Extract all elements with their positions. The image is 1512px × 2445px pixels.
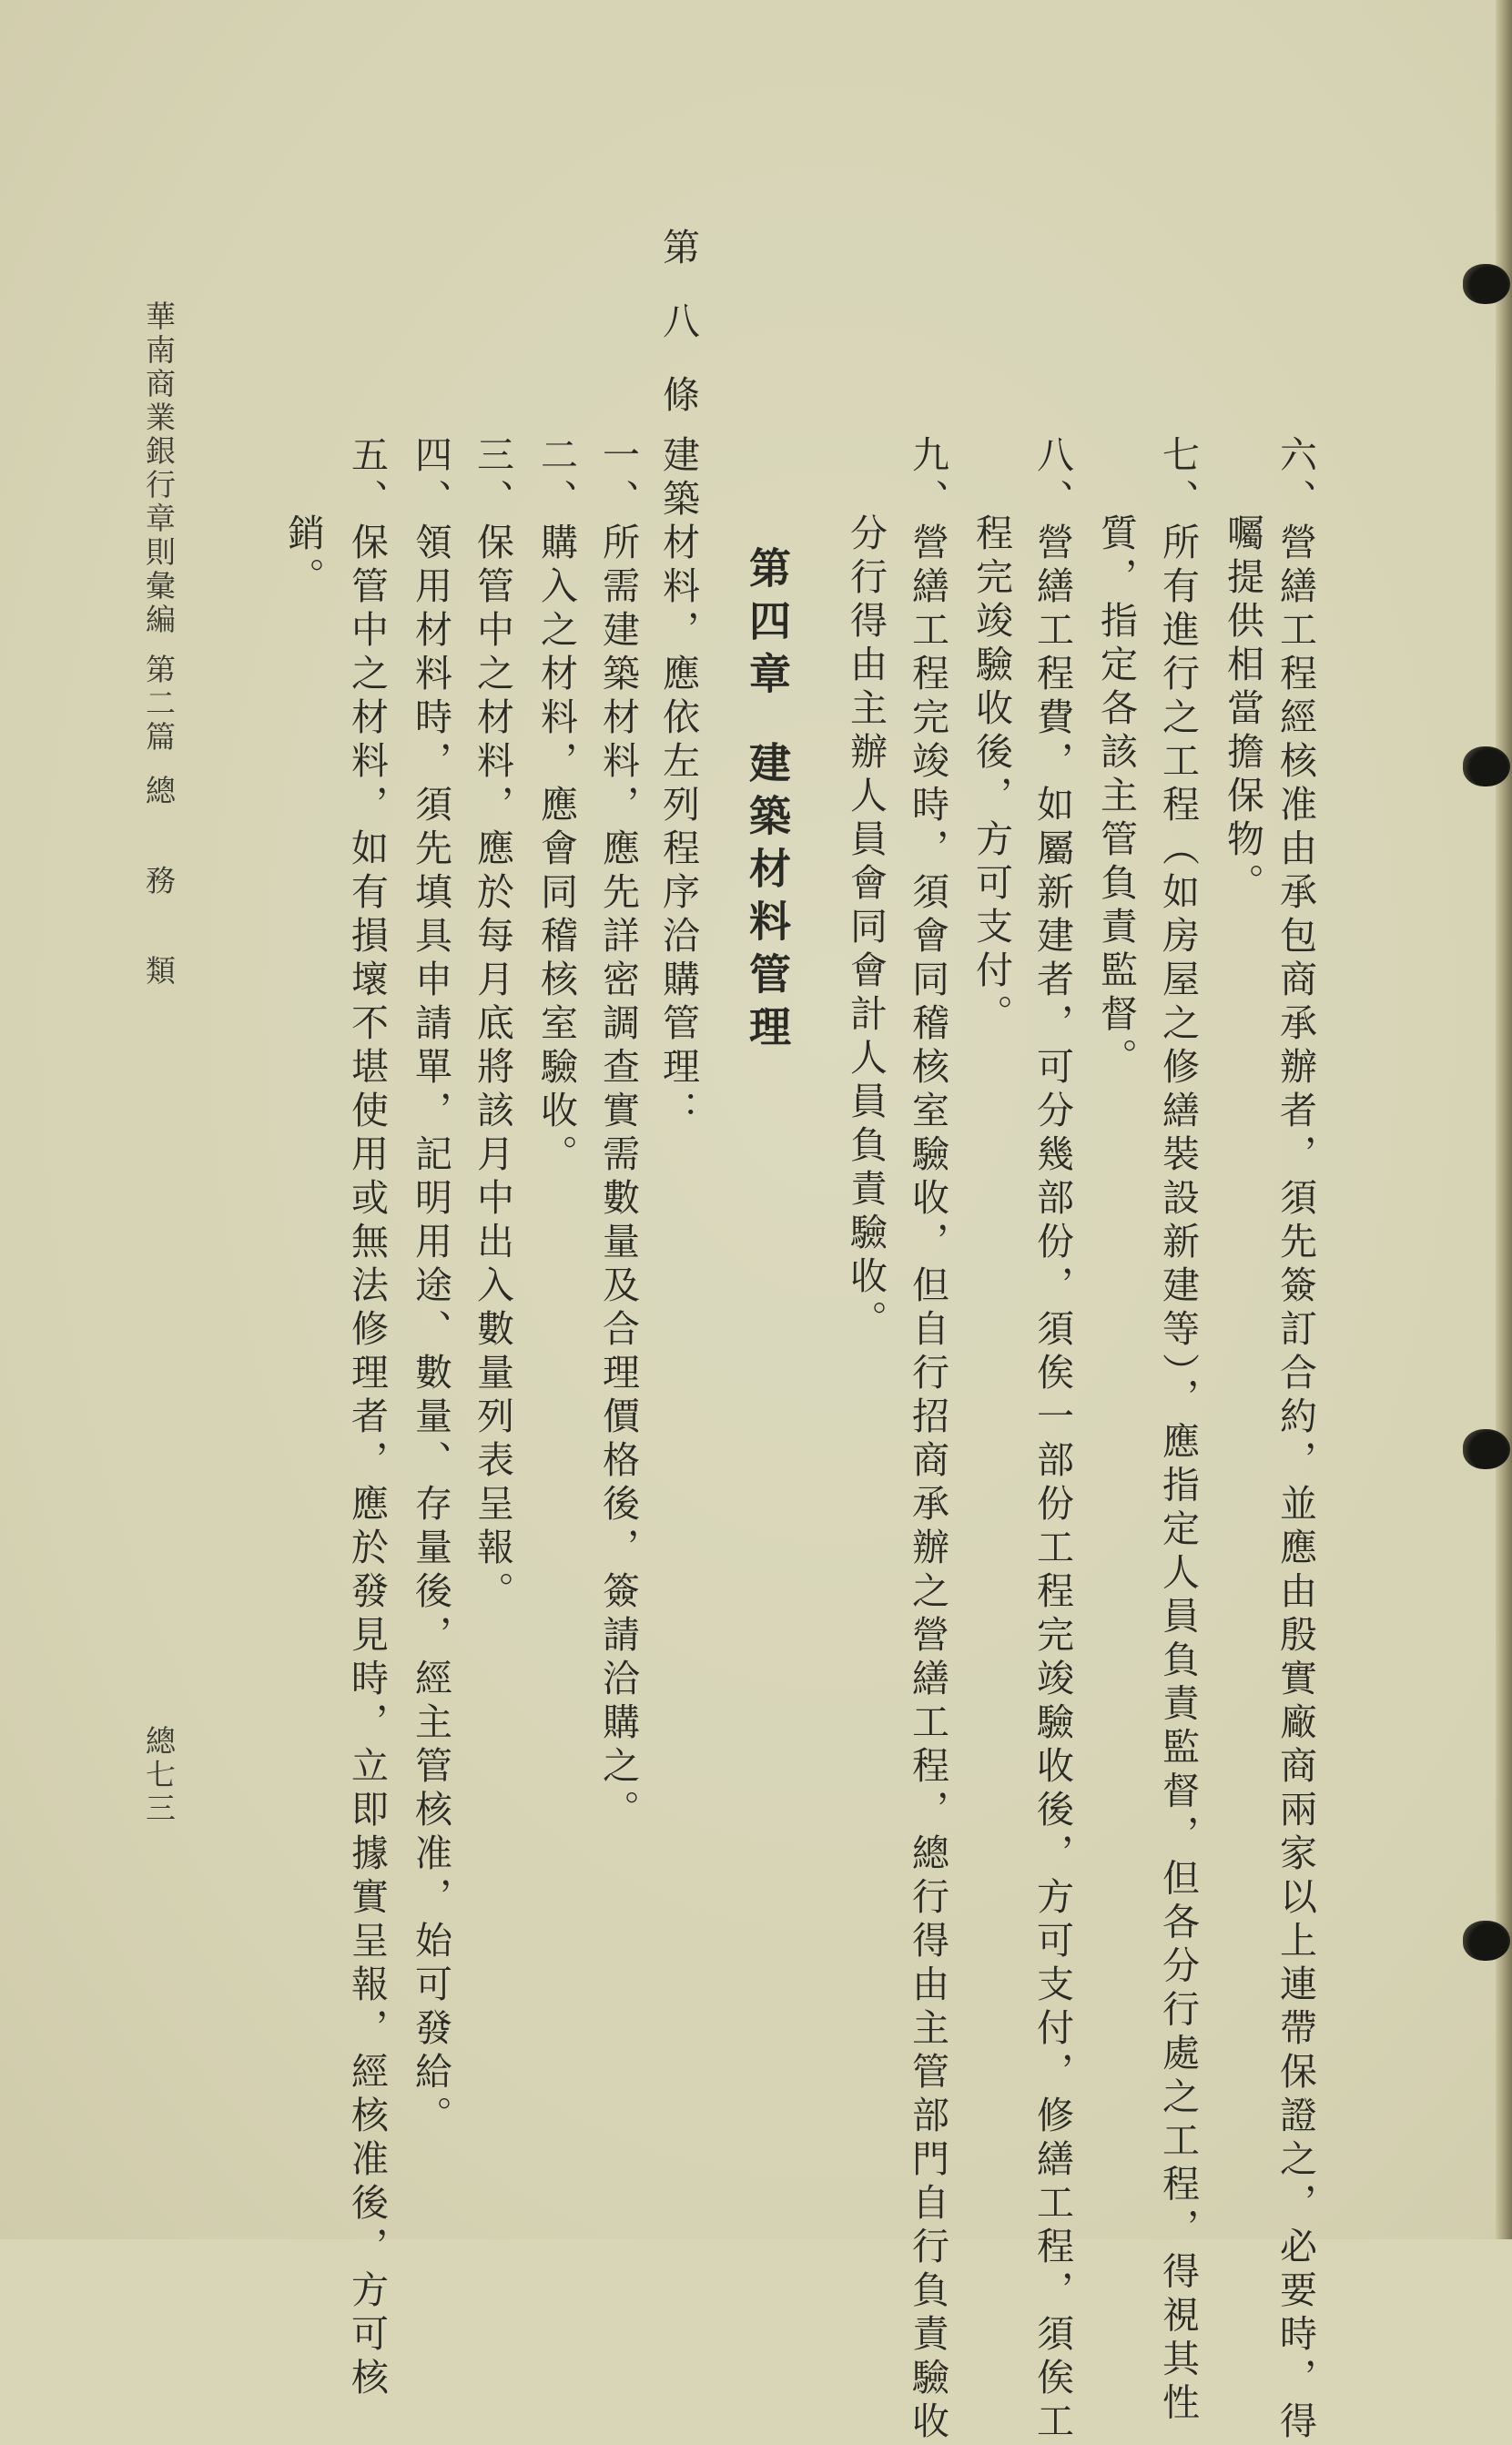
binding-hole-icon bbox=[1463, 1429, 1510, 1469]
article-item-4: 四、領用材料時，須先填具申請單，記明用途、數量、存量後，經主管核准，始可發給。 bbox=[409, 435, 452, 2139]
item-8-line-1: 八、營繕工程費，如屬新建者，可分幾部份，須俟一部份工程完竣驗收後，方可支付，修繕工程，須俟工 bbox=[1030, 435, 1074, 2445]
item-6-line-2: 囑提供相當擔保物。 bbox=[1221, 513, 1264, 907]
article-item-1: 一、所需建築材料，應先詳密調查實需數量及合理價格後，簽請洽購之。 bbox=[596, 435, 640, 1833]
article-item-5-line-1: 五、保管中之材料，如有損壞不堪使用或無法修理者，應於發見時，立即據實呈報，經核准後，方可核 bbox=[345, 435, 389, 2401]
binding-edge bbox=[1496, 0, 1512, 2239]
running-header: 華南商業銀行章則彙編第二篇總務類 bbox=[141, 300, 177, 989]
part-label: 第二篇 bbox=[141, 654, 177, 755]
item-9-line-1: 九、營繕工程完竣時，須會同稽核室驗收，但自行招商承辦之營繕工程，總行得由主管部門自行負責驗收 bbox=[906, 435, 949, 2445]
article-intro: 建築材料，應依左列程序洽購管理： bbox=[656, 435, 700, 1134]
article-item-5-line-2: 銷。 bbox=[281, 513, 325, 601]
chapter-number: 第四章 bbox=[743, 546, 792, 705]
item-6-line-1: 六、營繕工程經核准由承包商承辦者，須先簽訂合約，並應由殷實廠商兩家以上連帶保證之，必要時，得 bbox=[1274, 435, 1317, 2445]
binding-hole-icon bbox=[1463, 1921, 1510, 1961]
chapter-heading bbox=[743, 546, 792, 1058]
page-number: 總七三 bbox=[141, 1725, 177, 1826]
item-7-line-2: 質，指定各該主管負責監督。 bbox=[1094, 513, 1138, 1081]
article-label: 第八條 bbox=[656, 228, 700, 419]
binding-hole-icon bbox=[1463, 746, 1510, 786]
chapter-title: 建築材料管理 bbox=[743, 741, 792, 1058]
binding-hole-icon bbox=[1463, 264, 1510, 304]
article-item-3: 三、保管中之材料，應於每月底將該月中出入數量列表呈報。 bbox=[471, 435, 514, 1615]
item-9-line-2: 分行得由主辦人員會同會計人員負責驗收。 bbox=[844, 513, 888, 1344]
article-item-2: 二、購入之材料，應會同稽核室驗收。 bbox=[534, 435, 578, 1178]
item-7-line-1: 七、所有進行之工程（如房屋之修繕裝設新建等），應指定人員負責監督，但各分行處之工程，得視其性 bbox=[1156, 435, 1200, 2427]
book-title: 華南商業銀行章則彙編 bbox=[141, 300, 177, 637]
item-8-line-2: 程完竣驗收後，方可支付。 bbox=[969, 513, 1013, 1038]
